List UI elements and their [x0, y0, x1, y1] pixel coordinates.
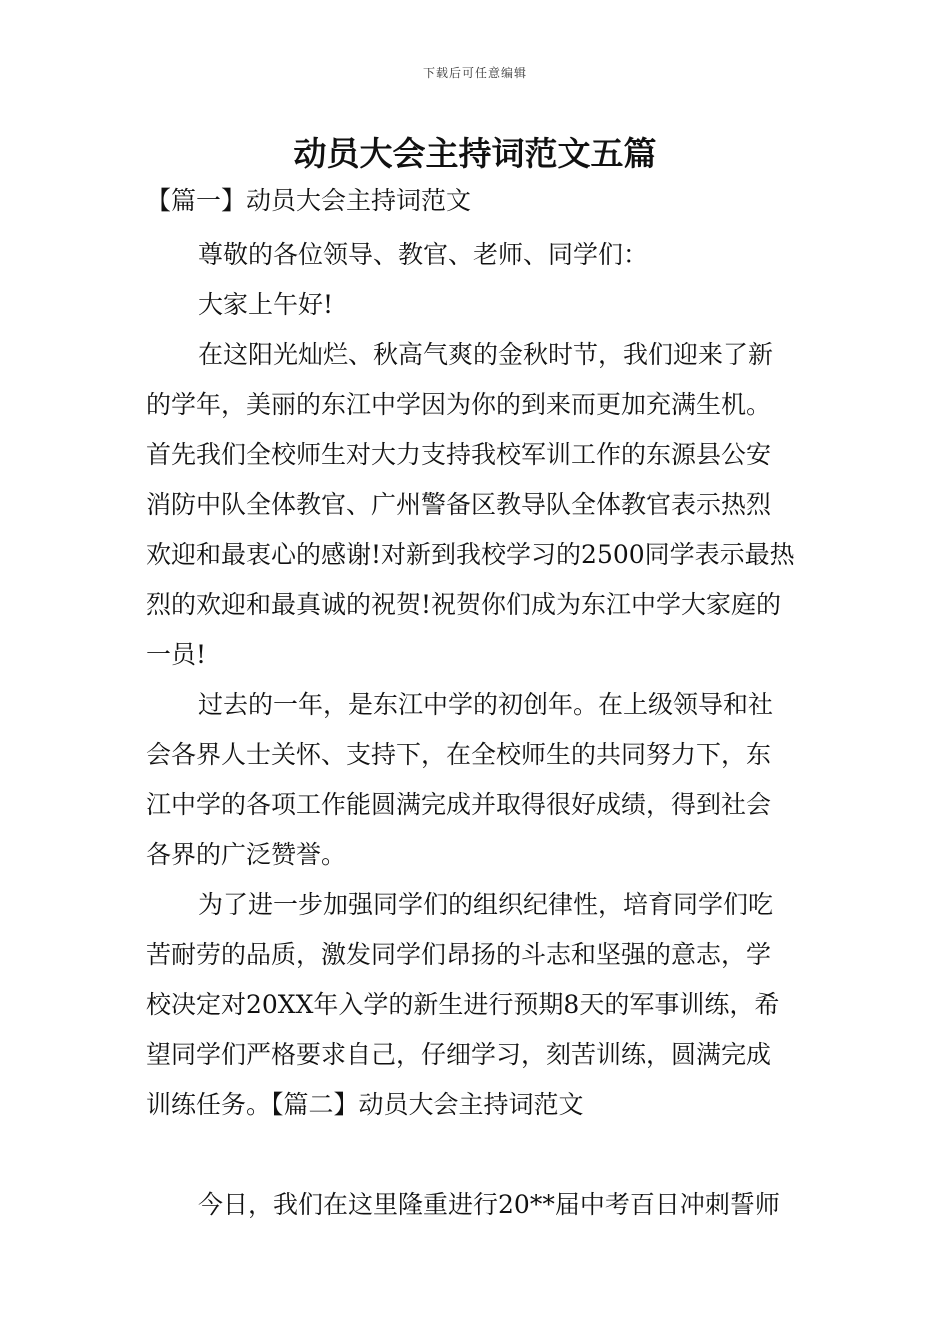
- header-note: 下载后可任意编辑: [422, 66, 527, 80]
- paragraph-line: 各界的广泛赞誉。: [146, 840, 347, 869]
- paragraph-line: 苦耐劳的品质，激发同学们昂扬的斗志和坚强的意志，学: [146, 940, 772, 969]
- paragraph-line: 江中学的各项工作能圆满完成并取得很好成绩，得到社会: [146, 790, 772, 819]
- paragraph-line: 消防中队全体教官、广州警备区教导队全体教官表示热烈: [146, 490, 772, 519]
- document-body: [146, 176, 810, 1230]
- section-heading: 【篇一】动员大会主持词范文: [146, 186, 472, 215]
- paragraph-line: 的学年，美丽的东江中学因为你的到来而更加充满生机。: [146, 390, 772, 419]
- paragraph-line: 在这阳光灿烂、秋高气爽的金秋时节，我们迎来了新: [198, 340, 774, 369]
- paragraph-line: 望同学们严格要求自己，仔细学习，刻苦训练，圆满完成: [146, 1040, 772, 1069]
- paragraph-line: 过去的一年，是东江中学的初创年。在上级领导和社: [198, 690, 774, 719]
- paragraph-line: 今日，我们在这里隆重进行20**届中考百日冲刺誓师: [198, 1190, 780, 1219]
- greeting-line: 尊敬的各位领导、教官、老师、同学们：: [198, 240, 649, 269]
- paragraph-line: 首先我们全校师生对大力支持我校军训工作的东源县公安: [146, 440, 772, 469]
- paragraph-line: 一员!: [146, 640, 207, 669]
- paragraph-line: 烈的欢迎和最真诚的祝贺!祝贺你们成为东江中学大家庭的: [146, 590, 782, 619]
- greeting-line: 大家上午好!: [198, 290, 334, 319]
- blank-line: [146, 1130, 810, 1180]
- paragraph-line: 会各界人士关怀、支持下，在全校师生的共同努力下，东: [146, 740, 772, 769]
- paragraph-line: 校决定对20XX年入学的新生进行预期8天的军事训练，希: [146, 990, 780, 1019]
- paragraph-line: 为了进一步加强同学们的组织纪律性，培育同学们吃: [198, 890, 774, 919]
- paragraph-line: 训练任务。【篇二】动员大会主持词范文: [146, 1090, 584, 1119]
- document-title: 动员大会主持词范文五篇: [293, 134, 657, 173]
- paragraph-line: 欢迎和最衷心的感谢!对新到我校学习的2500同学表示最热: [146, 540, 795, 569]
